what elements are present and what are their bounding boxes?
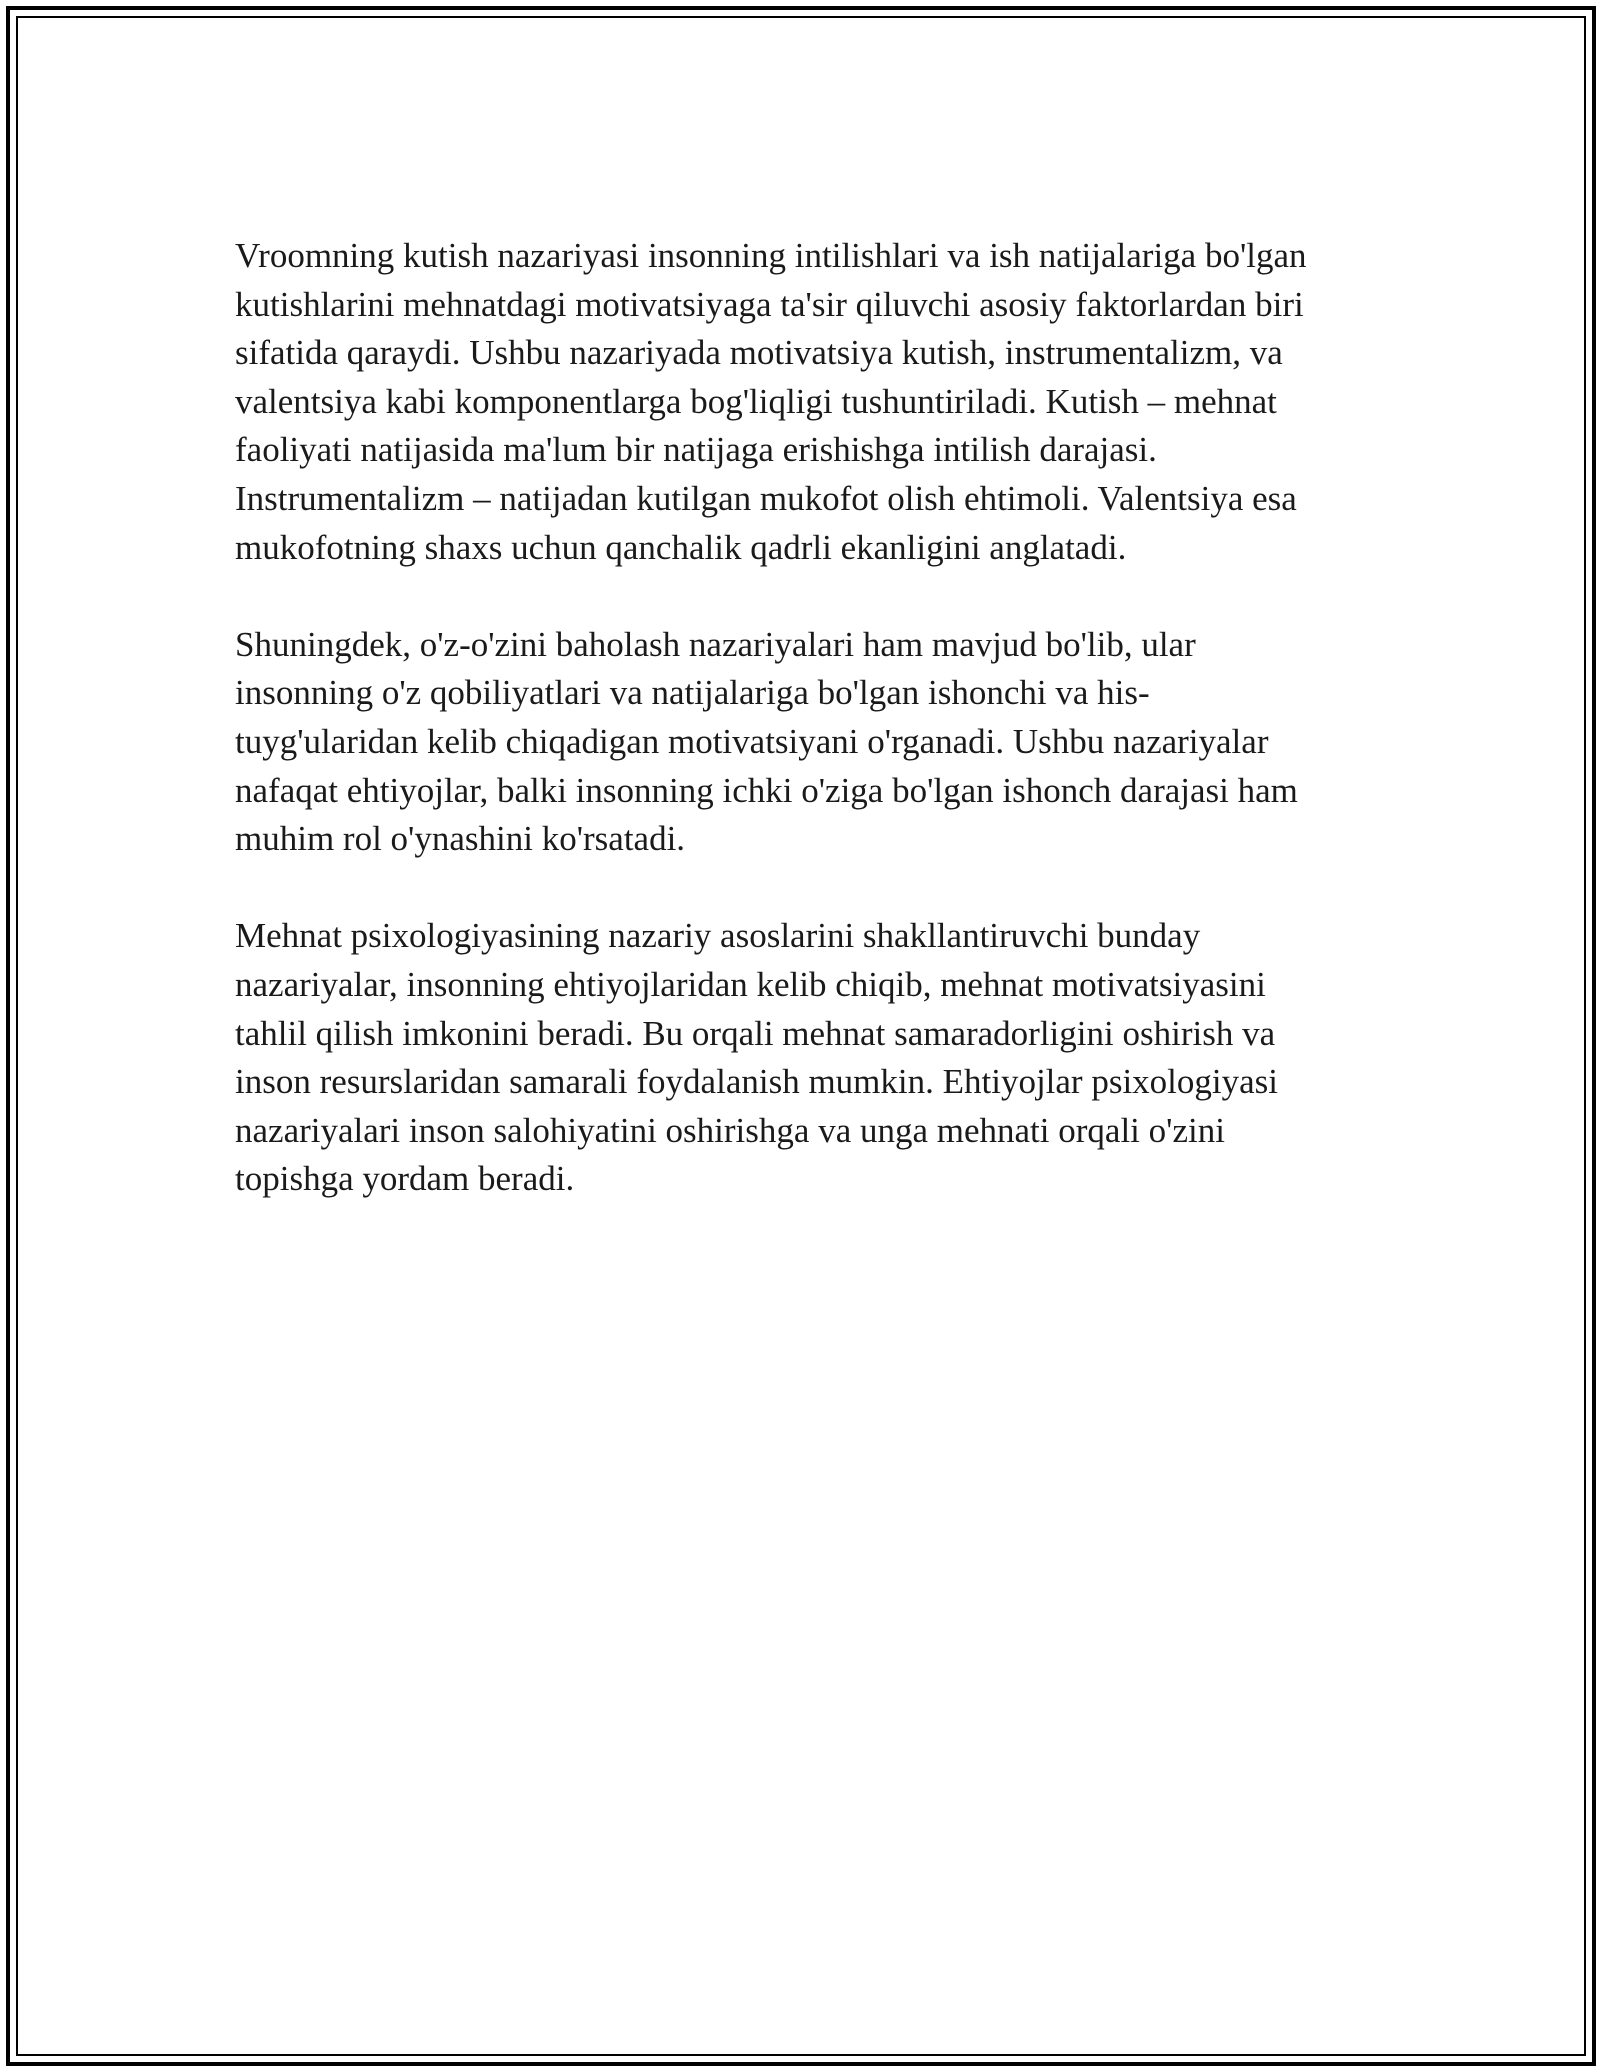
text-line: valentsiya kabi komponentlarga bog'liqligi tushuntiriladi. Kutish – mehnat [235, 381, 1277, 421]
text-line: mukofotning shaxs uchun qanchalik qadrli ekanligini anglatadi. [235, 527, 1127, 567]
paragraph-1 [235, 232, 1415, 572]
text-line: topishga yordam beradi. [235, 1159, 575, 1199]
text-line: inson resurslaridan samarali foydalanish mumkin. Ehtiyojlar psixologiyasi [235, 1062, 1279, 1102]
document-body [235, 232, 1415, 1252]
text-line: faoliyati natijasida ma'lum bir natijaga erishishga intilish darajasi. [235, 430, 1157, 470]
text-line: nafaqat ehtiyojlar, balki insonning ichki o'ziga bo'lgan ishonch darajasi ham [235, 770, 1298, 810]
text-line: tahlil qilish imkonini beradi. Bu orqali mehnat samaradorligini oshirish va [235, 1013, 1276, 1053]
text-line: Instrumentalizm – natijadan kutilgan mukofot olish ehtimoli. Valentsiya esa [235, 478, 1297, 518]
text-line: sifatida qaraydi. Ushbu nazariyada motivatsiya kutish, instrumentalizm, va [235, 333, 1283, 373]
paragraph-3 [235, 912, 1415, 1204]
text-line: nazariyalar, insonning ehtiyojlaridan kelib chiqib, mehnat motivatsiyasini [235, 964, 1266, 1004]
text-line: kutishlarini mehnatdagi motivatsiyaga ta'sir qiluvchi asosiy faktorlardan biri [235, 284, 1304, 324]
text-line: Vroomning kutish nazariyasi insonning intilishlari va ish natijalariga bo'lgan [235, 236, 1307, 275]
text-line: nazariyalari inson salohiyatini oshirishga va unga mehnati orqali o'zini [235, 1110, 1225, 1150]
text-line: insonning o'z qobiliyatlari va natijalariga bo'lgan ishonchi va his- [235, 673, 1150, 713]
text-line: Mehnat psixologiyasining nazariy asoslarini shakllantiruvchi bunday [235, 916, 1201, 956]
text-line: Shuningdek, o'z-o'zini baholash nazariyalari ham mavjud bo'lib, ular [235, 624, 1196, 664]
paragraph-2 [235, 621, 1415, 864]
text-line: muhim rol o'ynashini ko'rsatadi. [235, 819, 686, 859]
text-line: tuyg'ularidan kelib chiqadigan motivatsiyani o'rganadi. Ushbu nazariyalar [235, 721, 1269, 761]
